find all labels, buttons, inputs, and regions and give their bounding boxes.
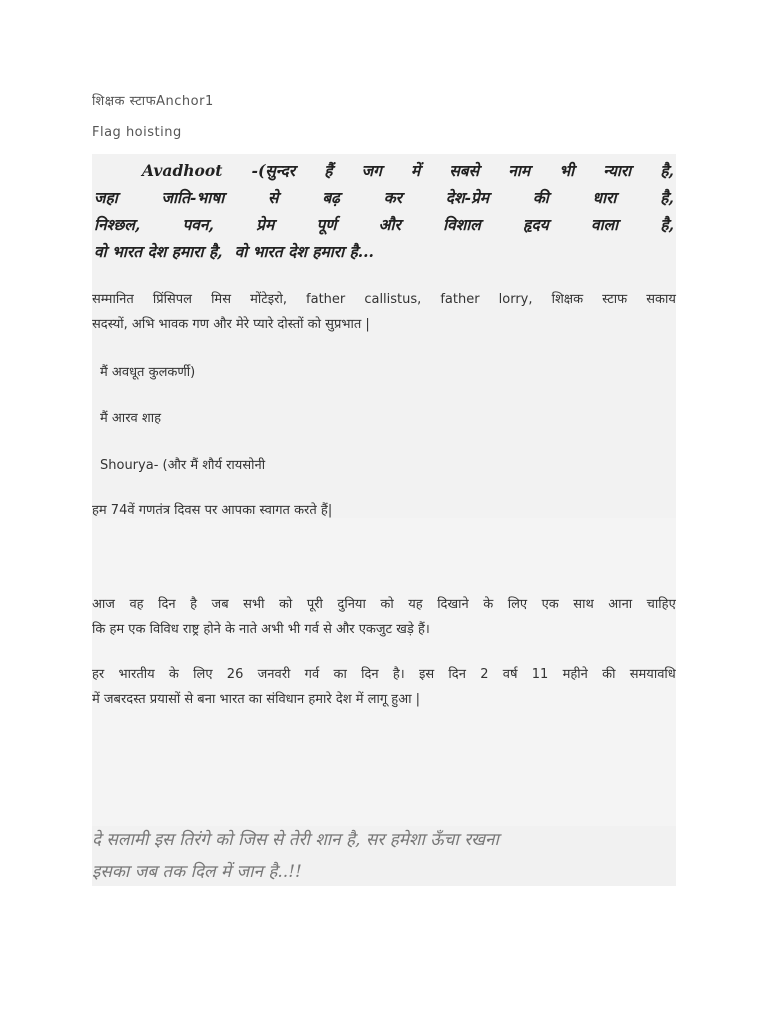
word: में [410, 161, 421, 180]
poem [94, 157, 674, 265]
word: है, [660, 188, 674, 207]
word: विशाल [443, 215, 481, 234]
word: है, [660, 215, 674, 234]
word: वो भारत देश हमारा है... [234, 242, 374, 261]
word: हृदय [523, 215, 549, 234]
word: को [278, 597, 293, 612]
word: वर्ष [502, 667, 518, 682]
word: के [483, 597, 494, 612]
word: वह [129, 597, 144, 612]
word: callistus, [364, 292, 422, 307]
word: न्यारा [603, 161, 632, 180]
word: जग [361, 161, 382, 180]
word: इस [418, 667, 435, 682]
word: 26 [226, 667, 244, 682]
word: जहा [94, 188, 118, 207]
word: धारा [592, 188, 617, 207]
word: lorry, [498, 292, 533, 307]
greeting-line: सदस्यों, अभि भावक गण और मेरे प्यारे दोस्तों को सुप्रभात | [92, 317, 370, 332]
word: 11 [531, 667, 549, 682]
word: मोंटेइरो, [250, 292, 287, 307]
speaker-line: मैं आरव शाह [100, 411, 161, 426]
word: जनवरी [257, 667, 291, 682]
word: नाम [508, 161, 531, 180]
word: साथ [573, 597, 594, 612]
paragraph-line: में जबरदस्त प्रयासों से बना भारत का संविधान हमारे देश में लागू हुआ | [92, 692, 420, 707]
word: निश्छल, [94, 215, 141, 234]
word: लिए [193, 667, 213, 682]
poem-line [94, 184, 674, 211]
greeting-line [92, 287, 676, 312]
welcome-text: हम 74वें गणतंत्र दिवस पर आपका स्वागत करते हैं| [92, 503, 333, 518]
word: भी [559, 161, 575, 180]
document-subtitle: Flag hoisting [92, 125, 182, 140]
closing-line: इसका जब तक दिल में जान है..!! [92, 862, 302, 882]
word: सम्मानित [92, 292, 134, 307]
word: हर [92, 667, 105, 682]
poem-line [94, 157, 674, 184]
closing-line: दे सलामी इस तिरंगे को जिस से तेरी शान है, सर हमेशा ऊँचा रखना [92, 830, 499, 850]
word: हैं [324, 161, 333, 180]
word: father [306, 292, 346, 307]
word: वाला [590, 215, 619, 234]
word: शिक्षक [551, 292, 584, 307]
speaker-line: मैं अवधूत कुलकर्णी) [100, 365, 196, 380]
paragraph-republic-day [92, 592, 676, 642]
word: यह [408, 597, 423, 612]
word: गर्व [304, 667, 320, 682]
word: भारतीय [118, 667, 155, 682]
paragraph-line [92, 662, 676, 687]
word: कर [383, 188, 402, 207]
word: है, [660, 161, 674, 180]
word: लिए [507, 597, 528, 612]
closing-verse [92, 824, 676, 888]
word: जाति-भाषा [161, 188, 225, 207]
speaker-line: Shourya- (और मैं शौर्य रायसोनी [100, 458, 266, 473]
word: से [268, 188, 279, 207]
word: है [190, 597, 198, 612]
greeting-paragraph [92, 287, 676, 337]
paragraph-line: कि हम एक विविध राष्ट्र होने के नाते अभी भी गर्व से और एकजुट खड़े हैं। [92, 622, 430, 637]
paragraph-constitution [92, 662, 676, 712]
word: का [333, 667, 347, 682]
word: दिन [448, 667, 466, 682]
word: प्रिंसिपल [152, 292, 192, 307]
word: देश-प्रेम [445, 188, 490, 207]
word: दिखाने [437, 597, 469, 612]
word: दिन [361, 667, 379, 682]
word: स्टाफ [602, 292, 628, 307]
word: एक [541, 597, 559, 612]
word: पूरी [306, 597, 323, 612]
document-title: शिक्षक स्टाफAnchor1 [92, 94, 214, 109]
word: की [602, 667, 616, 682]
word: चाहिए [646, 597, 676, 612]
word: Avadhoot [142, 161, 223, 180]
word: दिन [158, 597, 176, 612]
word: सभी [243, 597, 265, 612]
word: -(सुन्दर [251, 161, 296, 180]
word: वो भारत देश हमारा है, [94, 242, 223, 261]
word: आना [608, 597, 633, 612]
word: सबसे [449, 161, 480, 180]
word: father [440, 292, 480, 307]
word: जब [211, 597, 229, 612]
word: महीने [562, 667, 588, 682]
word: आज [92, 597, 115, 612]
welcome-line [92, 498, 676, 523]
word: समयावधि [629, 667, 676, 682]
word: और [378, 215, 401, 234]
word: 2 [480, 667, 489, 682]
word: को [380, 597, 394, 612]
word: के [168, 667, 179, 682]
paragraph-line [92, 592, 676, 617]
word: दुनिया [337, 597, 366, 612]
poem-line [94, 211, 674, 238]
word: की [532, 188, 549, 207]
word: पूर्ण [316, 215, 337, 234]
word: पवन, [182, 215, 214, 234]
word: मिस [211, 292, 231, 307]
word: प्रेम [256, 215, 275, 234]
word: सकाय [646, 292, 676, 307]
word: है। [392, 667, 405, 682]
poem-line [94, 238, 674, 265]
word: बढ़ [322, 188, 340, 207]
